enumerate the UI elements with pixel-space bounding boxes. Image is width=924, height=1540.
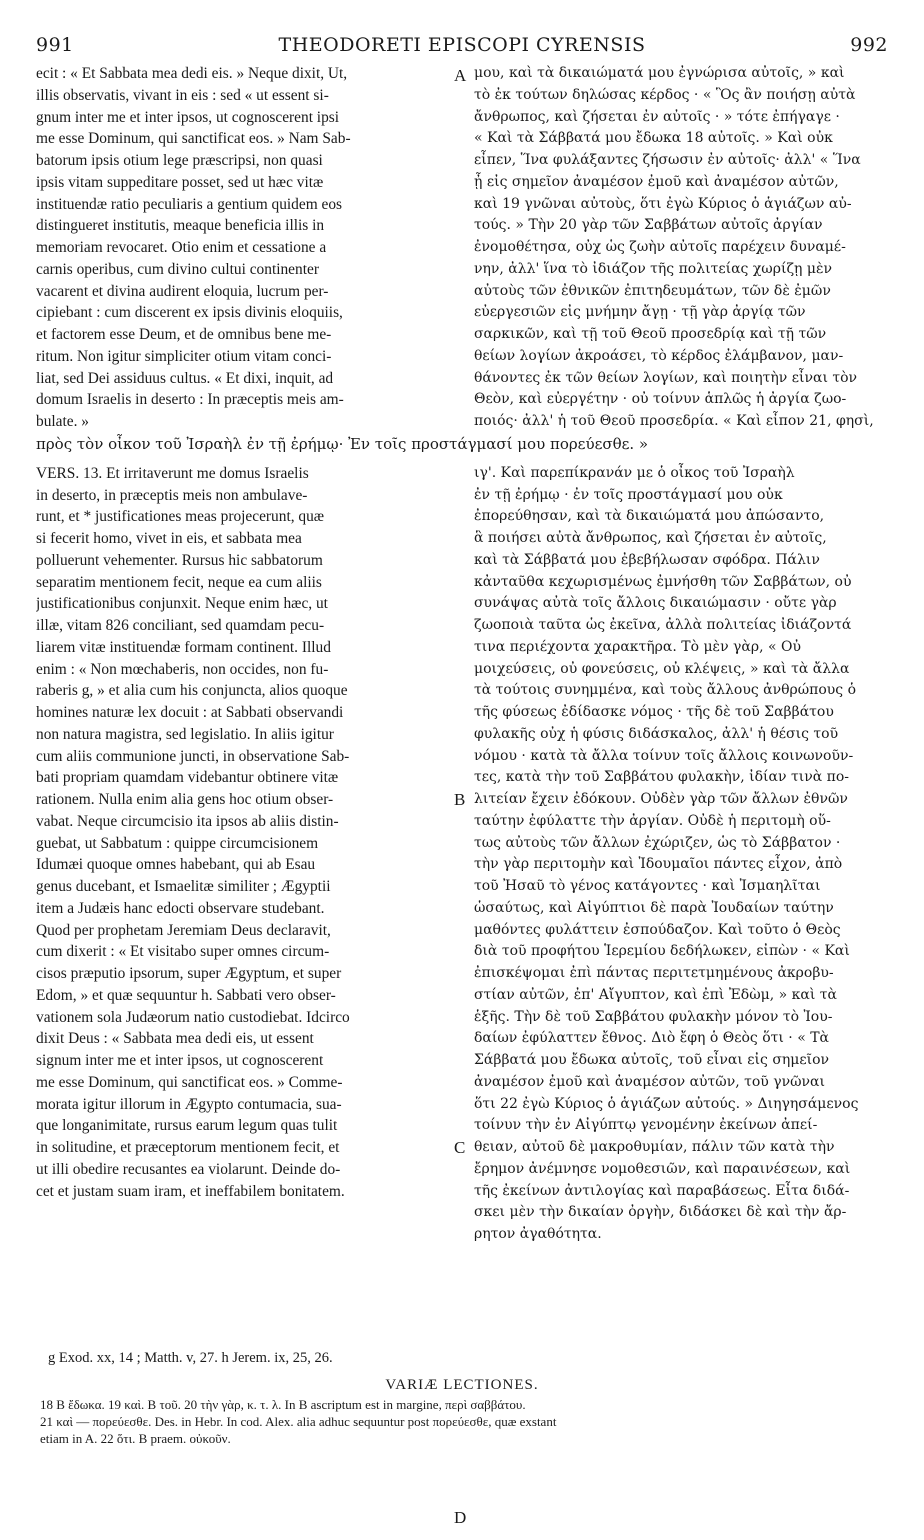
variae-lectiones	[40, 1396, 892, 1447]
latin-line: cisos præputio ipsorum, super Ægyptum, et super	[36, 965, 342, 982]
latin-line: distingueret institutis, meaque beneficia illis in	[36, 217, 325, 235]
latin-line: batorum ipsis otium lege præscripsi, non quasi	[36, 152, 323, 169]
greek-line: ἀναμέσον ἐμοῦ καὶ ἀναμέσον αὐτῶν, τοῦ γνῶναι	[474, 1073, 825, 1090]
latin-line: rationem. Nulla enim alia gens hoc otium obser-	[36, 791, 334, 808]
latin-line: in solitudine, et præceptorum mentionem fecit, et	[36, 1139, 340, 1156]
greek-line: θειαν, αὐτοῦ δὲ μακροθυμίαν, πάλιν τῶν κατὰ τὴν	[474, 1139, 835, 1155]
latin-line: bulate. »	[36, 413, 89, 430]
variae-line: 21 καὶ — πορεύεσθε. Des. in Hebr. In cod. Alex. alia adhuc sequuntur post πορεύεσθε, quæ exstant	[40, 1414, 557, 1429]
latin-line: cipiebant : cum discerent ex ipsis divinis eloquiis,	[36, 304, 343, 322]
variae-line: etiam in A. 22 ὅτι. B praem. οὐκοῦν.	[40, 1431, 231, 1446]
greek-line: τως αὐτοὺς τῶν ἄλλων ἐχώριζεν, ὡς τὸ Σάββατον ·	[474, 834, 841, 851]
right-page-number: 992	[850, 34, 888, 56]
greek-line: τῆς φύσεως ἐδίδασκε νόμος · τῆς δὲ τοῦ Σαββάτου	[474, 704, 834, 720]
variae-lectiones-title: VARIÆ LECTIONES.	[385, 1377, 539, 1393]
greek-line: κἀνταῦθα κεχωρισμένως ἐμνήσθη τῶν Σαββάτων, οὐ	[474, 573, 852, 590]
greek-column	[474, 63, 884, 1246]
greek-line: ἔρημον ἀνέμνησε νομοθεσιῶν, καὶ παραινέσεων, καὶ	[474, 1160, 851, 1177]
latin-line: raberis g, » et alia cum his conjuncta, alios quoque	[36, 682, 348, 700]
greek-line: φυλακῆς οὐχ ἡ φύσις διδάσκαλος, ἀλλ' ἡ θέσις τοῦ	[474, 725, 839, 742]
latin-line: illis observatis, vivant in eis : sed « ut essent si-	[36, 86, 329, 104]
greek-line: μαθόντες φυλάττειν ἐσπούδαζον. Καὶ τοῦτο ὁ Θεὸς	[474, 921, 841, 938]
latin-line: Edom, » et quæ sequuntur h. Sabbati vero obser-	[36, 986, 336, 1004]
latin-line: vacarent et divina audirent eloquia, lucrum per-	[36, 282, 329, 300]
greek-line: σκει μὲν τὴν δικαίαν ὀργὴν, διδάσκει δὲ καὶ τὴν ἄρ-	[474, 1204, 847, 1221]
greek-line: ὅτι 22 ἐγὼ Κύριος ὁ ἁγιάζων αὐτούς. » Διηγησάμενος	[474, 1095, 859, 1112]
latin-line: VERS. 13. Et irritaverunt me domus Israelis	[36, 464, 309, 482]
greek-line: αὐτοὺς τῶν ἐθνικῶν ἐπιτηδευμάτων, τῶν δὲ ἐμῶν	[474, 282, 831, 299]
latin-line: signum inter me et inter ipsos, ut cognoscerent	[36, 1052, 324, 1069]
latin-line: et factorem esse Deum, et de omnibus bene me-	[36, 326, 332, 343]
greek-line: ἃ ποιήσει αὐτὰ ἄνθρωπος, καὶ ζήσεται ἐν αὐτοῖς,	[474, 530, 827, 546]
greek-line: σαρκικῶν, καὶ τῇ τοῦ Θεοῦ προσεδρίᾳ καὶ τῇ τῶν	[474, 326, 827, 342]
greek-line: συνάψας αὐτὰ τοῖς ἄλλοις δικαιώμασιν · οὔτε γὰρ	[474, 595, 837, 612]
latin-column	[36, 63, 451, 1202]
margin-marker-c: C	[454, 1138, 466, 1157]
latin-line: ecit : « Et Sabbata mea dedi eis. » Neque dixit, Ut,	[36, 65, 348, 82]
greek-line: τὸ ἐκ τούτων δηλώσας κέρδος · « Ὃς ἂν ποιήσῃ αὐτὰ	[474, 86, 856, 103]
greek-line: ἑξῆς. Τὴν δὲ τοῦ Σαββάτου φυλακὴν μόνον τὸ Ἰου-	[474, 1008, 833, 1025]
latin-line: me esse Dominum, qui sanctificat eos. » Nam Sab-	[36, 130, 351, 148]
margin-marker-b: B	[454, 790, 466, 809]
greek-line: ἐν τῇ ἐρήμῳ · ἐν τοῖς προστάγμασί μου οὐκ	[474, 486, 783, 503]
latin-line: cum dixerit : « Et visitabo super omnes circum-	[36, 943, 330, 961]
latin-line: carnis operibus, cum divino cultui continenter	[36, 260, 319, 278]
latin-paragraph-1	[36, 63, 451, 433]
latin-line: guebat, ut Sabbatum : quippe circumcisionem	[36, 834, 319, 852]
greek-line: τοίνυν τὴν ἐν Αἰγύπτῳ γενομένην ἐκείνων ἀπεί-	[474, 1117, 818, 1134]
greek-line: θάνοντες ἐκ τῶν θείων λογίων, καὶ ποιητὴν εἶναι τὸν	[474, 369, 858, 386]
latin-line: runt, et * justificationes meas projecerunt, quæ	[36, 508, 325, 526]
latin-line: illæ, vitam 826 conciliant, sed quamdam pecu-	[36, 617, 325, 634]
latin-line: polluerunt vehementer. Rursus hic sabbatorum	[36, 551, 323, 569]
latin-line: memoriam revocaret. Otio enim et cessatione a	[36, 239, 327, 256]
variae-line: 18 B ἔδωκα. 19 καὶ. B τοῦ. 20 τὴν γὰρ, κ. τ. λ. In B ascriptum est in margine, περὶ σαββάτου.	[40, 1397, 526, 1412]
greek-paragraph-2	[474, 463, 884, 1246]
greek-line: εἶπεν, Ἵνα φυλάξαντες ζήσωσιν ἐν αὐτοῖς· ἀλλ' « Ἵνα	[474, 152, 861, 168]
page-header	[36, 34, 888, 58]
latin-line: me esse Dominum, qui sanctificat eos. » Comme-	[36, 1073, 343, 1091]
greek-line: ποιός· ἀλλ' ἡ τοῦ Θεοῦ προσεδρία. « Καὶ εἶπον 21, φησὶ,	[474, 413, 874, 429]
greek-line: τούς. » Τὴν 20 γὰρ τῶν Σαββάτων αὐτοῖς ἀργίαν	[474, 217, 823, 234]
greek-line: ἄνθρωπος, καὶ ζήσεται ἐν αὐτοῖς · » τότε ἐπήγαγε ·	[474, 108, 840, 125]
latin-line: in deserto, in præceptis meis non ambulave-	[36, 486, 308, 504]
greek-line: ιγ'. Καὶ παρεπίκρανάν με ὁ οἶκος τοῦ Ἰσραὴλ	[474, 464, 795, 481]
margin-marker-a: A	[454, 66, 467, 85]
greek-line: εὐεργεσιῶν εἰς μνήμην ἄγῃ · τῇ γὰρ ἀργίᾳ τῶν	[474, 304, 806, 321]
margin-marker-d: D	[454, 1508, 467, 1527]
greek-line: στίαν αὐτῶν, ἐπ' Αἴγυπτον, καὶ ἐπὶ Ἐδὼμ, » καὶ τὰ	[474, 986, 837, 1003]
latin-line: gnum inter me et inter ipsos, ut cognoscerent ipsi	[36, 108, 340, 126]
footnotes: g Exod. xx, 14 ; Matth. v, 27. h Jerem. ix, 25, 26.	[48, 1350, 333, 1366]
greek-line: μοιχεύσεις, οὐ φονεύσεις, οὐ κλέψεις, » καὶ τὰ ἄλλα	[474, 660, 850, 677]
latin-line: instituendæ ratio peculiaris a gentium quidem eos	[36, 195, 343, 213]
greek-line: καὶ 19 γνῶναι αὐτοὺς, ὅτι ἐγὼ Κύριος ὁ ἁγιάζων αὐ-	[474, 195, 852, 212]
latin-line: separatim mentionem fecit, neque ea cum aliis	[36, 573, 322, 591]
latin-line: cet et justam suam iram, et ineffabilem bonitatem.	[36, 1182, 345, 1200]
greek-line: ἐνομοθέτησα, οὐχ ὡς ζωὴν αὐτοῖς παρέχειν δυναμέ-	[474, 239, 846, 255]
latin-line: cum aliis communione juncti, in observatione Sab-	[36, 747, 350, 765]
latin-line: liat, sed Dei assiduus cultus. « Et dixi, inquit, ad	[36, 369, 334, 387]
greek-line: ὡσαύτως, καὶ Αἰγύπτιοι δὲ παρὰ Ἰουδαίων ταύτην	[474, 899, 834, 916]
latin-line: dixit Deus : « Sabbata mea dedi eis, ut essent	[36, 1030, 314, 1048]
latin-line: ipsis vitam suppeditare posset, sed ut hæc vitæ	[36, 173, 324, 191]
latin-line: Idumæi quoque omnes habebant, qui ab Esau	[36, 856, 316, 874]
latin-line: liarem vitæ instituendæ formam continent. Illud	[36, 638, 331, 656]
latin-line: Quod per prophetam Jeremiam Deus declaravit,	[36, 921, 331, 939]
latin-line: homines naturæ lex docuit : at Sabbati observandi	[36, 704, 344, 721]
greek-line: ἐπισκέψομαι ἐπὶ πάντας περιτετμημένους ἀκροβυ-	[474, 965, 834, 981]
greek-line: τινα περιέχοντα χαρακτῆρα. Τὸ μὲν γὰρ, « Οὐ	[474, 638, 801, 655]
latin-line: vabat. Neque circumcisio ita ipsos ab aliis distin-	[36, 812, 339, 830]
latin-paragraph-2	[36, 463, 451, 1203]
greek-line: « Καὶ τὰ Σάββατά μου ἔδωκα 18 αὐτοῖς. » Καὶ οὐκ	[474, 130, 833, 147]
greek-line: νόμου · κατὰ τὰ ἄλλα τοίνυν τοῖς ἄλλοις κοινωνοῦν-	[474, 747, 854, 764]
greek-line: δαίων ἐφύλαττεν ἔθνος. Διὸ ἔφη ὁ Θεὸς ὅτι · « Τὰ	[474, 1030, 830, 1047]
latin-line: si fecerit homo, vivet in eis, et sabbata mea	[36, 530, 302, 547]
greek-line: τὴν γὰρ περιτομὴν καὶ Ἰδουμαῖοι πάντες εἶχον, ἀπὸ	[474, 856, 843, 873]
greek-paragraph-1	[474, 63, 884, 433]
greek-line: ἐπορεύθησαν, καὶ τὰ δικαιώματά μου ἀπώσαντο,	[474, 508, 825, 525]
left-page-number: 991	[36, 34, 74, 56]
latin-line: ut illi obedire recusantes ea violarunt. Deinde do-	[36, 1160, 341, 1178]
latin-line: morata igitur illorum in Ægypto contumacia, sua-	[36, 1095, 342, 1113]
greek-span-line: πρὸς τὸν οἶκον τοῦ Ἰσραὴλ ἐν τῇ ἐρήμῳ· Ἐν τοῖς προστάγμασί μου πορεύεσθε. »	[36, 435, 649, 453]
greek-line: θείων λογίων ἀκροάσει, τὸ κέρδος ἐλάμβανον, μαν-	[474, 347, 844, 364]
greek-line: ζωοποιὰ ταῦτα ὡς ἐκεῖνα, ἀλλὰ πολιτείας ἰδιάζοντά	[474, 617, 852, 633]
latin-line: item a Judæis hanc edocti observare studebant.	[36, 899, 325, 917]
running-title: THEODORETI EPISCOPI CYRENSIS	[278, 34, 646, 56]
latin-line: genus ducebant, et Ismaelitæ similiter ; Ægyptii	[36, 878, 331, 895]
greek-line: Θεὸν, καὶ εὐεργέτην · οὐ τοίνυν ἁπλῶς ἡ ἀργία ζωο-	[474, 391, 847, 408]
greek-line: τὰ τούτοις συνημμένα, καὶ τοὺς ἄλλους ἀνθρώπους ὁ	[474, 682, 857, 699]
greek-line: ταύτην ἐφύλαττε τὴν ἀργίαν. Οὐδὲ ἡ περιτομὴ οὕ-	[474, 812, 831, 829]
greek-line: τοῦ Ἠσαῦ τὸ γένος κατάγοντες · καὶ Ἰσμαηλῖται	[474, 878, 821, 894]
greek-line: καὶ τὰ Σάββατά μου ἐβεβήλωσαν σφόδρα. Πάλιν	[474, 551, 820, 568]
latin-line: bati propriam quamdam videbantur obtinere vitæ	[36, 769, 339, 787]
latin-line: que longanimitate, rursus earum legum quas tulit	[36, 1117, 338, 1135]
latin-line: ritum. Non igitur simpliciter otium vitam conci-	[36, 347, 332, 365]
greek-line: μου, καὶ τὰ δικαιώματά μου ἐγνώρισα αὐτοῖς, » καὶ	[474, 65, 845, 81]
latin-line: vationem sola Judæorum natio custodiebat. Idcirco	[36, 1008, 350, 1026]
greek-line: Σάββατά μου ἔδωκα αὐτοῖς, τοῦ εἶναι εἰς σημεῖον	[474, 1052, 830, 1068]
latin-line: non natura magistra, sed legislatio. In aliis igitur	[36, 725, 334, 743]
greek-line: λιτείαν ἔχειν ἐδόκουν. Οὐδὲν γὰρ τῶν ἄλλων ἐθνῶν	[474, 791, 848, 807]
greek-line: ρητον ἀγαθότητα.	[474, 1226, 602, 1242]
latin-line: enim : « Non mœchaberis, non occides, non fu-	[36, 660, 329, 678]
greek-line: διὰ τοῦ προφήτου Ἱερεμίου δεδήλωκεν, εἰπὼν · « Καὶ	[474, 943, 850, 960]
greek-line: τῆς ἐκείνων ἀντιλογίας καὶ παραβάσεως. Εἶτα διδά-	[474, 1182, 850, 1199]
greek-line: νην, ἀλλ' ἵνα τὸ ἰδιάζον τῆς πολιτείας χωρίζῃ μὲν	[474, 260, 832, 277]
greek-line: ᾖ εἰς σημεῖον ἀναμέσον ἐμοῦ καὶ ἀναμέσον αὐτῶν,	[474, 173, 839, 190]
greek-line: τες, κατὰ τὴν τοῦ Σαββάτου φυλακὴν, ἰδίαν τινὰ πο-	[474, 769, 849, 786]
latin-line: domum Israelis in deserto : In præceptis meis am-	[36, 391, 344, 409]
latin-line: justificationibus conjunxit. Neque enim hæc, ut	[36, 595, 328, 613]
